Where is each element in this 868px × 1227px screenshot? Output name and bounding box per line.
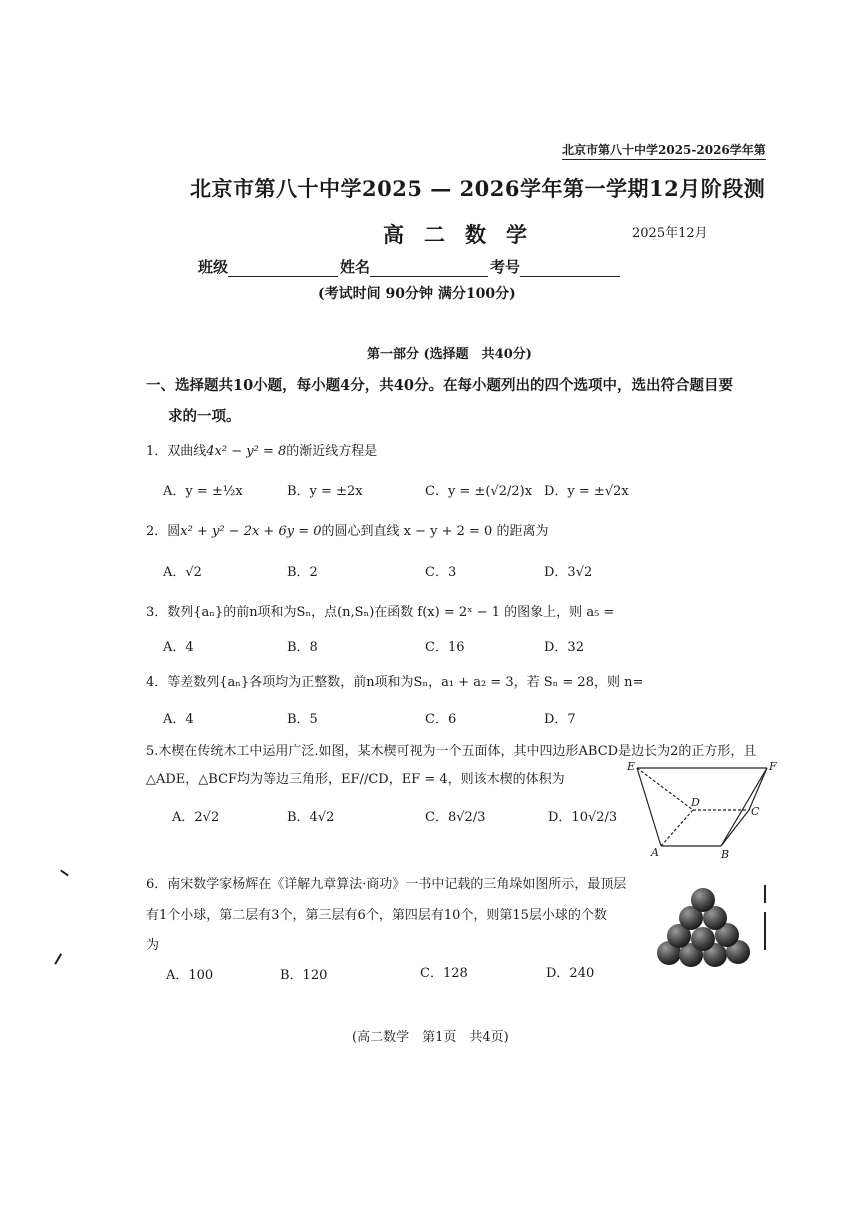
q4-option-d[interactable]: D．7 — [544, 712, 576, 727]
edge-cf — [749, 768, 767, 810]
q3-option-b[interactable]: B．8 — [287, 640, 318, 655]
question-5-stem-line-2: △ADE，△BCF均为等边三角形，EF//CD，EF = 4，则该木楔的体积为 — [146, 772, 565, 787]
label-f: F — [769, 760, 777, 773]
q1-option-a[interactable]: A．y = ±½x — [163, 484, 243, 499]
question-6-stem-line-1: 6．南宋数学家杨辉在《详解九章算法·商功》一书中记载的三角垛如图所示，最顶层 — [146, 877, 627, 892]
question-1-stem: 1．双曲线4x² − y² = 8的渐近线方程是 — [146, 444, 378, 459]
ball-pyramid-image — [655, 885, 755, 970]
instructions-line-1: 一、选择题共10小题，每小题4分，共40分。在每小题列出的四个选项中，选出符合题目要 — [146, 377, 733, 394]
question-4-stem: 4．等差数列{aₙ}各项均为正整数，前n项和为Sₙ，a₁ + a₂ = 3，若 Sₙ = 28，则 n= — [146, 675, 644, 690]
q5-option-a[interactable]: A．2√2 — [172, 810, 220, 825]
exam-date: 2025年12月 — [632, 226, 708, 241]
scan-mark-left-1 — [60, 870, 69, 877]
q3-option-c[interactable]: C．16 — [425, 640, 465, 655]
q3-option-a[interactable]: A．4 — [163, 640, 194, 655]
scan-mark-right-1 — [764, 885, 766, 903]
edge-bf — [721, 768, 767, 846]
question-5-stem-line-1: 5.木楔在传统木工中运用广泛.如图，某木楔可视为一个五面体，其中四边形ABCD是边长为2的正方形，且 — [146, 744, 757, 759]
q5-option-b[interactable]: B．4√2 — [287, 810, 335, 825]
q2-option-d[interactable]: D．3√2 — [544, 565, 593, 580]
exam-no-label: 考号 — [490, 258, 521, 276]
q2-option-c[interactable]: C．3 — [425, 565, 457, 580]
scan-mark-right-2 — [764, 912, 766, 950]
q6-option-a[interactable]: A．100 — [166, 968, 214, 983]
name-label: 姓名 — [340, 258, 371, 276]
header-tag: 北京市第八十中学2025-2026学年第 — [562, 141, 766, 160]
q1-option-d[interactable]: D．y = ±√2x — [544, 484, 629, 499]
label-d: D — [691, 796, 700, 809]
q6-option-b[interactable]: B．120 — [280, 968, 328, 983]
exam-no-field[interactable] — [520, 260, 620, 277]
student-info-row — [198, 256, 622, 277]
question-2-stem: 2．圆x² + y² − 2x + 6y = 0的圆心到直线 x − y + 2 = 0 的距离为 — [146, 524, 549, 539]
q1-option-b[interactable]: B．y = ±2x — [287, 484, 363, 499]
q4-option-a[interactable]: A．4 — [163, 712, 194, 727]
section-instructions — [146, 370, 786, 432]
label-a: A — [651, 846, 659, 859]
question-6-stem-line-3: 为 — [146, 938, 160, 953]
edge-ed — [637, 768, 693, 810]
class-label: 班级 — [198, 258, 229, 276]
question-3-stem: 3．数列{aₙ}的前n项和为Sₙ，点(n,Sₙ)在函数 f(x) = 2ˣ − 1 的图象上，则 a₅ = — [146, 605, 615, 620]
q6-option-c[interactable]: C．128 — [420, 966, 468, 981]
q2-option-a[interactable]: A．√2 — [163, 565, 202, 580]
label-e: E — [627, 760, 636, 773]
class-field[interactable] — [228, 260, 338, 277]
edge-bc — [721, 810, 749, 846]
question-6-stem-line-2: 有1个小球，第二层有3个，第三层有6个，第四层有10个，则第15层小球的个数 — [146, 908, 607, 923]
page-footer: (高二数学 第1页 共4页) — [352, 1030, 509, 1045]
q4-option-b[interactable]: B．5 — [287, 712, 318, 727]
q5-option-c[interactable]: C．8√2/3 — [425, 810, 486, 825]
subject-title: 高二数学 — [383, 222, 547, 247]
label-c: C — [751, 805, 760, 818]
wedge-figure — [625, 760, 785, 860]
edge-ea — [637, 768, 661, 846]
edge-ad — [661, 810, 693, 846]
instructions-line-2: 求的一项。 — [168, 408, 241, 425]
q3-option-d[interactable]: D．32 — [544, 640, 584, 655]
exam-duration-info: (考试时间 90分钟 满分100分) — [318, 286, 516, 302]
q2-option-b[interactable]: B．2 — [287, 565, 318, 580]
label-b: B — [721, 848, 730, 860]
part-title: 第一部分 (选择题 共40分) — [367, 347, 532, 362]
q4-option-c[interactable]: C．6 — [425, 712, 457, 727]
exam-title: 北京市第八十中学2025 — 2026学年第一学期12月阶段测 — [190, 176, 766, 201]
q5-option-d[interactable]: D．10√2/3 — [548, 810, 618, 825]
name-field[interactable] — [370, 260, 488, 277]
scan-mark-left-2 — [54, 953, 61, 964]
q6-option-d[interactable]: D．240 — [546, 966, 595, 981]
q1-option-c[interactable]: C．y = ±(√2/2)x — [425, 484, 533, 499]
